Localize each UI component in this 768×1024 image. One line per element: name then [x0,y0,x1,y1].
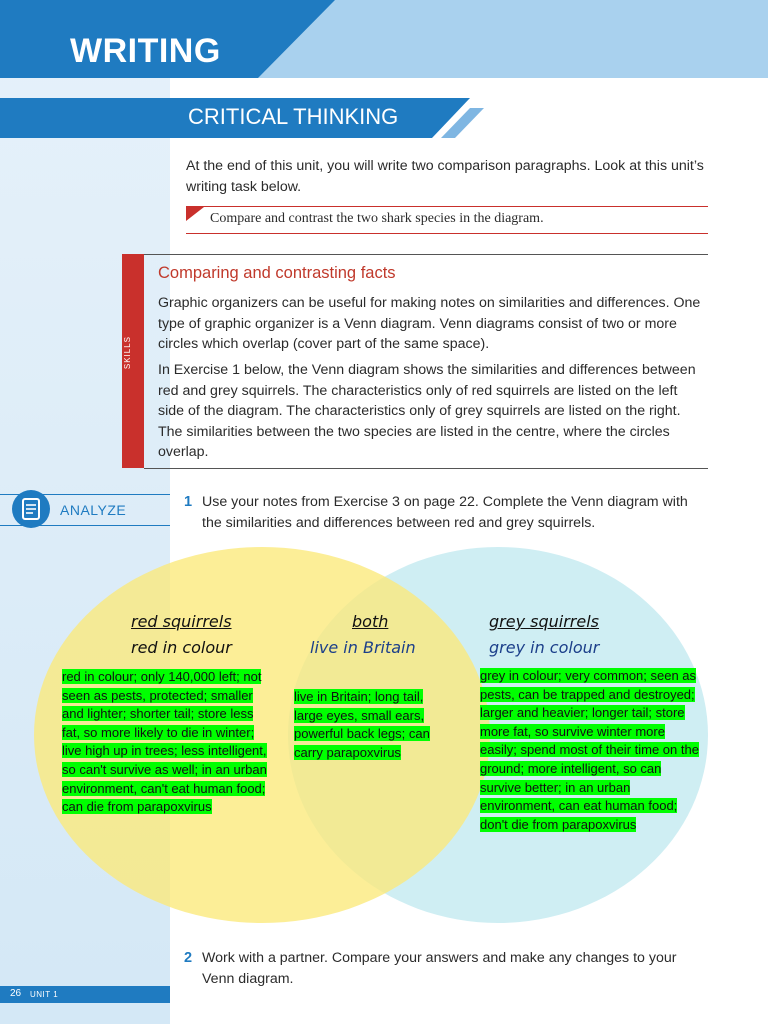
clipboard-icon [12,490,50,528]
page-number: 26 [10,988,22,999]
skills-heading: Comparing and contrasting facts [158,264,396,282]
venn-center-example: live in Britain [310,638,416,657]
unit-label: UNIT 1 [30,990,59,999]
exercise-2-instructions: Work with a partner. Compare your answers and make any changes to your Venn diagram. [202,950,677,987]
venn-left-example: red in colour [131,638,232,657]
skills-top-rule [144,254,708,255]
venn-center-title: both [352,612,389,631]
skills-paragraph-1: Graphic organizers can be useful for making notes on similarities and differences. One type of graphic organizer is a Venn diagram. Venn diagrams consist of two or more circles which overlap (cover part of the same space). [158,295,701,352]
exercise-2-number: 2 [184,950,193,966]
venn-right-notes: grey in colour; very common; seen as pests, can be trapped and destroyed; larger and heavier; longer tail; store more fat, so survive winter more easily; spend most of their time on the ground; more intelligent, so can survive better; in an urban environment, can eat human food; don't die from parapoxvirus [480,668,699,832]
analyze-label: ANALYZE [60,502,127,518]
venn-center-notes: live in Britain; long tail, large eyes, small ears, powerful back legs; can carry parapoxvirus [294,689,430,760]
footer-bar [0,986,170,1003]
writing-task-text: Compare and contrast the two shark species in the diagram. [210,211,544,226]
exercise-1-number: 1 [184,494,193,510]
subsection-title: CRITICAL THINKING [188,104,399,129]
skills-bottom-rule [144,468,708,469]
venn-left-title: red squirrels [131,612,232,631]
venn-left-notes: red in colour; only 140,000 left; not seen as pests, protected; smaller and lighter; shorter tail; store less fat, so more likely to die in winter; live high up in trees; less intelligent, so can't survive as well; in an urban environment, can't eat human food; can die from parapoxvirus [62,669,267,815]
skills-side-label: SKILLS [123,336,132,370]
intro-text: At the end of this unit, you will write two comparison paragraphs. Look at this unit’s writing task below. [186,158,704,195]
skills-paragraph-2: In Exercise 1 below, the Venn diagram shows the similarities and differences between red and grey squirrels. The characteristics only of red squirrels are listed on the left side of the diagram. The characteristics only of grey squirrels are listed on the right. The similarities between the two species are listed in the centre, where the circles overlap. [158,362,696,460]
clipboard-icon-graphic [12,490,50,528]
task-flag-icon [186,207,204,221]
exercise-1-instructions: Use your notes from Exercise 3 on page 22. Complete the Venn diagram with the similarities and differences between red and grey squirrels. [202,494,688,531]
section-title: WRITING [70,32,221,70]
venn-right-title: grey squirrels [489,612,599,631]
venn-right-example: grey in colour [489,638,600,657]
